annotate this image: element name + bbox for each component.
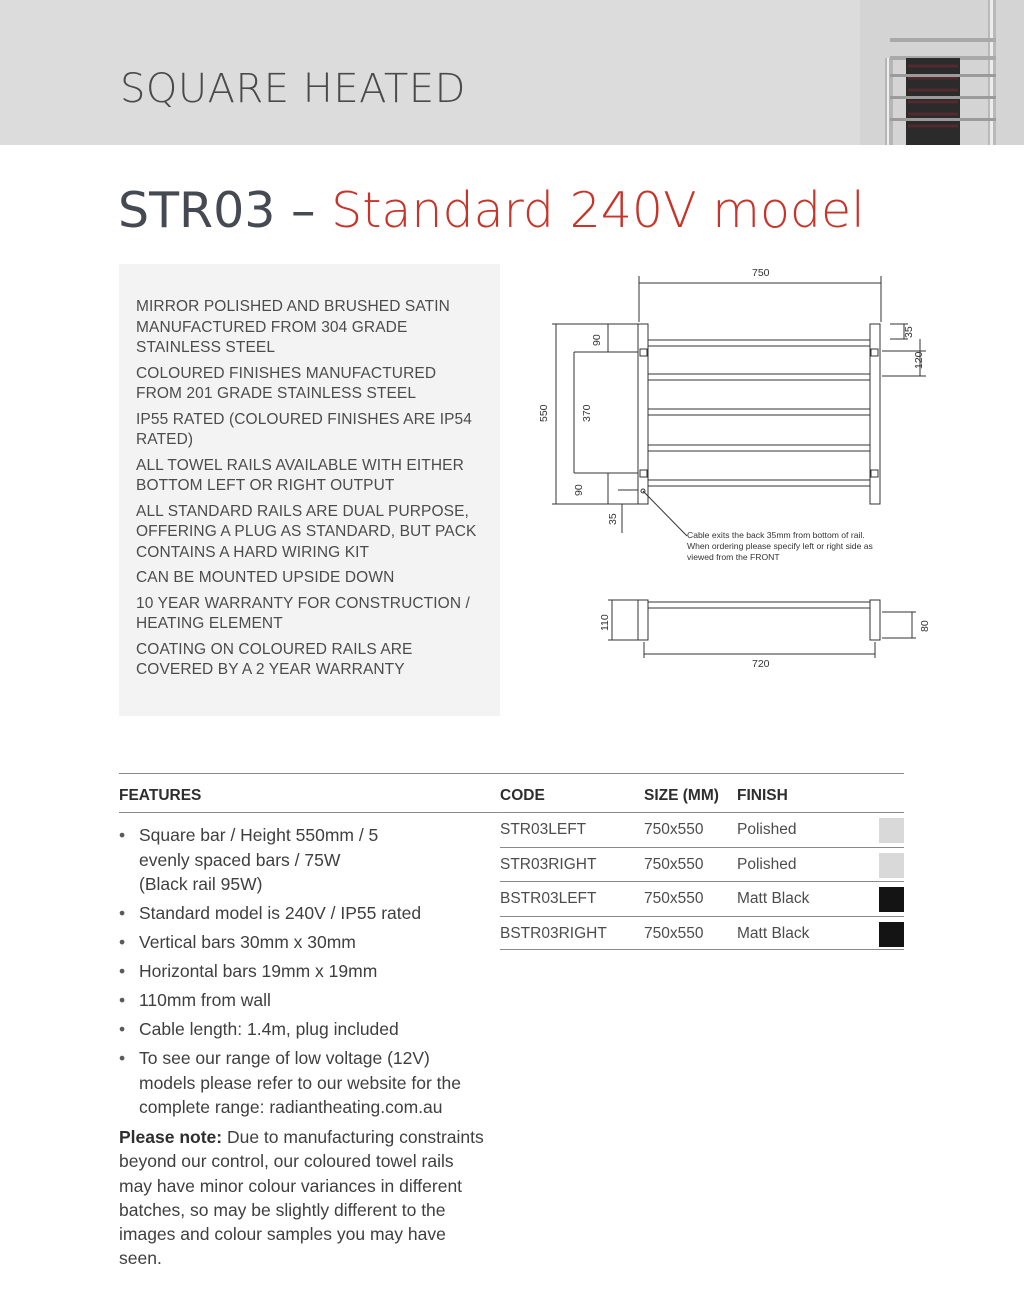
product-title [118, 182, 865, 239]
dim-top-gap-label: 90 [591, 334, 603, 346]
feature-item: • Standard model is 240V / IP55 rated [119, 901, 489, 926]
dim-width-label: 750 [752, 267, 770, 279]
product-codes-table [500, 812, 904, 950]
code-cell: STR03LEFT [500, 821, 587, 838]
feature-item: • Horizontal bars 19mm x 19mm [119, 959, 489, 984]
spec-item: MIRROR POLISHED AND BRUSHED SATIN MANUFACTURED FROM 304 GRADE STAINLESS STEEL [136, 298, 450, 356]
note-text: Due to manufacturing constraints beyond our control, our coloured towel rails may have minor colour variances in different batches, so may be slightly different to the images and colour samples you may have seen. [119, 1127, 484, 1269]
finish-cell: Matt Black [737, 924, 810, 942]
code-cell: BSTR03RIGHT [500, 924, 607, 942]
cable-note-line: Cable exits the back 35mm from bottom of rail. [687, 530, 865, 540]
finish-swatch [879, 818, 904, 843]
table-row [500, 847, 904, 882]
finish-column-header: FINISH [737, 787, 788, 804]
dim-middle-label: 370 [581, 404, 593, 422]
feature-item: • To see our range of low voltage (12V) models please refer to our website for the complete range: radiantheating.com.au [119, 1046, 477, 1120]
product-code: STR03 [118, 182, 276, 239]
section-title: SQUARE HEATED [120, 66, 466, 112]
finish-swatch [879, 853, 904, 878]
towel-rail-photo [860, 0, 1024, 145]
feature-item: • 110mm from wall [119, 988, 489, 1013]
features-heading: FEATURES [119, 787, 202, 804]
feature-item: • Square bar / Height 550mm / 5 evenly spaced bars / 75W (Black rail 95W) [119, 823, 381, 897]
finish-swatch [879, 922, 904, 947]
table-row [500, 916, 904, 951]
size-column-header: SIZE (MM) [644, 787, 719, 804]
spec-item: COLOURED FINISHES MANUFACTURED FROM 201 GRADE STAINLESS STEEL [136, 364, 437, 402]
feature-item: • Cable length: 1.4m, plug included [119, 1017, 489, 1042]
section-divider [119, 773, 904, 774]
spec-item: ALL STANDARD RAILS ARE DUAL PURPOSE, OFFERING A PLUG AS STANDARD, BUT PACK CONTAINS A HARD WIRING KIT [136, 502, 477, 561]
finish-cell: Polished [737, 855, 797, 873]
size-cell: 750x550 [644, 821, 704, 838]
features-list [119, 823, 489, 1124]
table-row [500, 812, 904, 847]
dim-right-span-label: 120 [913, 351, 925, 369]
dim-bottom-gap-label: 90 [573, 484, 585, 496]
size-cell: 750x550 [644, 890, 704, 907]
please-note [119, 1125, 489, 1271]
dim-cable-offset-label: 35 [607, 513, 619, 525]
dim-side-depth-label: 80 [919, 620, 931, 632]
cable-note-line: When ordering please specify left or right side as [687, 541, 873, 551]
title-dash: – [275, 182, 332, 239]
code-cell: BSTR03LEFT [500, 890, 597, 907]
finish-swatch [879, 887, 904, 912]
finish-cell: Polished [737, 821, 797, 838]
size-cell: 750x550 [644, 855, 704, 873]
code-column-header: CODE [500, 787, 545, 804]
feature-item: • Vertical bars 30mm x 30mm [119, 930, 489, 955]
spec-box [119, 264, 500, 716]
dim-right-top-label: 35 [903, 326, 915, 338]
dim-bottom-width-label: 720 [752, 658, 770, 670]
spec-list [136, 297, 486, 686]
product-model: Standard 240V model [331, 182, 865, 239]
spec-item: 10 YEAR WARRANTY FOR CONSTRUCTION / HEATING ELEMENT [136, 594, 470, 632]
cable-note-line: viewed from the FRONT [687, 552, 780, 562]
dim-height-label: 550 [538, 404, 550, 422]
size-cell: 750x550 [644, 924, 704, 942]
spec-item: CAN BE MOUNTED UPSIDE DOWN [136, 569, 395, 586]
note-label: Please note: [119, 1127, 223, 1147]
finish-cell: Matt Black [737, 890, 810, 907]
table-row [500, 881, 904, 916]
technical-drawing [530, 258, 950, 678]
spec-item: IP55 RATED (COLOURED FINISHES ARE IP54 RATED) [136, 410, 472, 448]
spec-item: ALL TOWEL RAILS AVAILABLE WITH EITHER BOTTOM LEFT OR RIGHT OUTPUT [136, 456, 464, 494]
dim-depth-label: 110 [599, 614, 611, 631]
spec-item: COATING ON COLOURED RAILS ARE COVERED BY A 2 YEAR WARRANTY [136, 640, 413, 678]
features-divider [119, 812, 500, 813]
code-cell: STR03RIGHT [500, 855, 597, 873]
